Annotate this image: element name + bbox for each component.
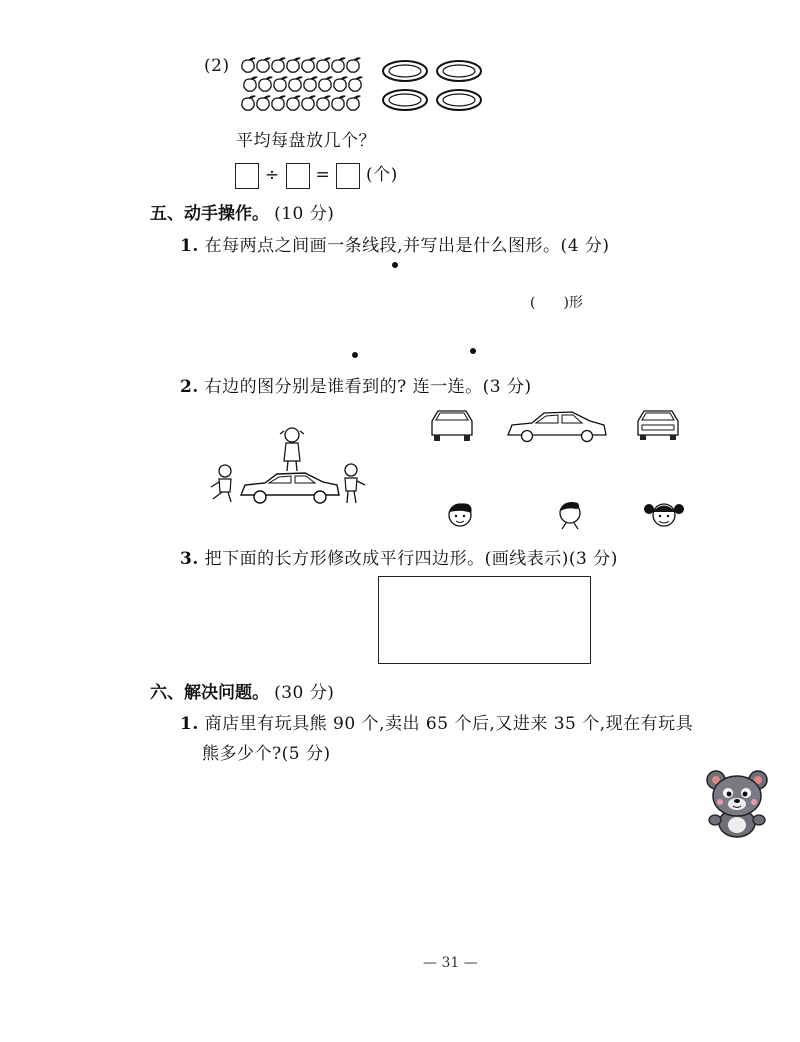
fruit-icon [244, 76, 258, 91]
question-number: 1. [180, 236, 199, 256]
division-formula [235, 160, 398, 189]
fruit-icon [242, 95, 256, 110]
fruit-icon [287, 95, 301, 110]
fruit-icon [302, 95, 316, 110]
answer-box-quotient[interactable] [336, 163, 360, 189]
question-5-3 [180, 544, 618, 569]
fruit-icon [272, 95, 286, 110]
rectangle-figure[interactable] [378, 576, 591, 664]
plate-icon [437, 61, 481, 81]
question-index: (2) [204, 56, 230, 76]
fruit-icon [317, 57, 331, 72]
answer-box-dividend[interactable] [235, 163, 259, 189]
question-text: 在每两点之间画一条线段,并写出是什么图形。(4 分) [204, 236, 610, 256]
fruit-icon [332, 95, 346, 110]
fruit-icon [289, 76, 303, 91]
unit-label: (个) [366, 165, 398, 185]
children-heads-image [440, 495, 700, 535]
fruit-icon [347, 57, 361, 72]
divide-sign: ÷ [264, 165, 280, 185]
child-left-figure [211, 465, 231, 502]
fruit-icons [242, 57, 363, 110]
answer-box-divisor[interactable] [286, 163, 310, 189]
fruit-icon [242, 57, 256, 72]
point-bottom-left[interactable] [352, 352, 358, 358]
plate-icon [437, 90, 481, 110]
question-number: 3. [180, 549, 199, 569]
fruit-icon [257, 57, 271, 72]
fruit-icon [334, 76, 348, 91]
question-5-2 [180, 372, 532, 397]
fruit-icon [274, 76, 288, 91]
girl-head-icon [449, 503, 472, 526]
fruit-icon [332, 57, 346, 72]
question-5-1 [180, 231, 610, 256]
section-title: 五、动手操作。 [150, 204, 269, 224]
girl-front-figure [280, 428, 304, 471]
car-front-view-icon [638, 411, 678, 440]
shape-answer-label[interactable]: ( )形 [530, 295, 583, 311]
question-text: 右边的图分别是谁看到的? 连一连。(3 分) [204, 377, 532, 397]
question-number: 1. [180, 714, 199, 734]
plate-icon [383, 61, 427, 81]
fruit-icon [272, 57, 286, 72]
point-top[interactable] [392, 262, 398, 268]
section-score: (30 分) [274, 683, 335, 703]
fruit-icon [304, 76, 318, 91]
car-side-icon [241, 473, 339, 503]
fruit-icon [259, 76, 273, 91]
section-title: 六、解决问题。 [150, 683, 269, 703]
scene-image [205, 425, 375, 510]
question-text-line-2: 熊多少个?(5 分) [202, 744, 331, 764]
boy-head-icon [560, 502, 580, 529]
page-number: — 31 — [423, 955, 478, 971]
car-rear-view-icon [432, 411, 472, 441]
section-5-heading [150, 199, 334, 224]
plate-icon [383, 90, 427, 110]
boy-right-figure [345, 464, 365, 503]
question-text-line-1: 商店里有玩具熊 90 个,卖出 65 个后,又进来 35 个,现在有玩具 [204, 714, 694, 734]
plates-image [382, 58, 492, 116]
fruit-icon [302, 57, 316, 72]
section-6-heading [150, 678, 334, 703]
car-views-image [428, 405, 688, 445]
car-side-view-icon [508, 412, 606, 442]
question-text: 平均每盘放几个？ [236, 131, 376, 151]
point-bottom-right[interactable] [470, 348, 476, 354]
teddy-bear-image [705, 768, 769, 840]
question-6-1 [180, 709, 693, 734]
fruit-icon [347, 95, 361, 110]
fruit-icon [257, 95, 271, 110]
fruit-icon [317, 95, 331, 110]
equals-sign: = [315, 165, 331, 185]
question-text: 把下面的长方形修改成平行四边形。(画线表示)(3 分) [204, 549, 618, 569]
fruit-icon [319, 76, 333, 91]
girl-pigtails-head-icon [644, 504, 684, 526]
question-number: 2. [180, 377, 199, 397]
fruit-group-image [240, 55, 380, 117]
fruit-icon [287, 57, 301, 72]
fruit-icon [349, 76, 363, 91]
section-score: (10 分) [274, 204, 335, 224]
